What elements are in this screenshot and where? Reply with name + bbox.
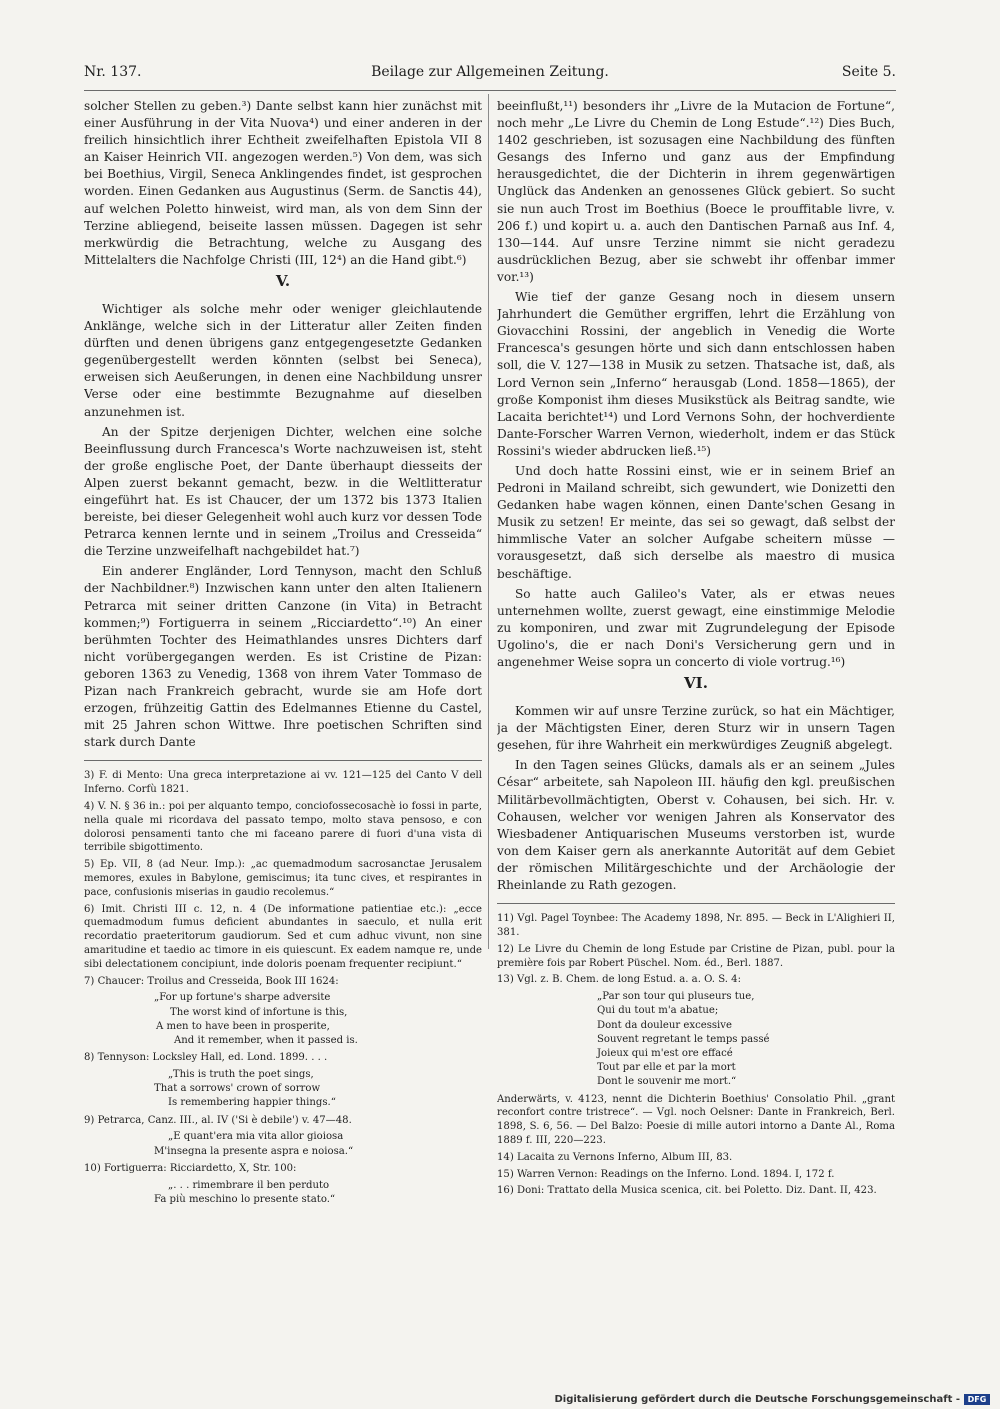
- footnote: 16) Doni: Trattato della Musica scenica, cit. bei Poletto. Diz. Dant. II, 423.: [497, 1185, 877, 1197]
- verse-line: „For up fortune's sharpe adversite: [154, 992, 331, 1004]
- footnote: 13) Vgl. z. B. Chem. de long Estud. a. a. O. S. 4:: [497, 974, 742, 986]
- section-heading: VI.: [684, 674, 708, 693]
- verse-line: Dont da douleur excessive: [597, 1019, 732, 1031]
- page-header: [84, 64, 896, 88]
- digitization-credit: [554, 1392, 990, 1406]
- footnote: 9) Petrarca, Canz. III., al. IV ('Si è debile') v. 47—48.: [84, 1114, 352, 1126]
- left-column: [84, 98, 482, 1388]
- verse-line: „This is truth the poet sings,: [168, 1068, 314, 1080]
- dfg-logo: DFG: [964, 1394, 990, 1405]
- footnote: 8) Tennyson: Locksley Hall, ed. Lond. 1899. . . .: [84, 1052, 328, 1064]
- credit-text: Digitalisierung gefördert durch die Deutsche Forschungsgemeinschaft -: [554, 1393, 960, 1405]
- verse-line: The worst kind of infortune is this,: [170, 1006, 348, 1018]
- verse-line: „. . . rimembrare il ben perduto: [168, 1179, 330, 1191]
- verse-quote: [84, 991, 482, 1048]
- verse-line: Qui du tout m'a abatue;: [597, 1005, 719, 1017]
- footnote: 4) V. N. § 36 in.: poi per alquanto tempo, conciofossecosachè io fossi in parte, nella quale mi ricordava del passato tempo, molto stava pensoso, e con dolorosi pensamenti tanto che mi faceano parere di fuori d'una vista di terribile sbigottimento.: [84, 800, 482, 854]
- verse-line: „Par son tour qui pluseurs tue,: [597, 991, 755, 1003]
- verse-line: „E quant'era mia vita allor gioiosa: [168, 1131, 344, 1143]
- verse-line: Dont le souvenir me mort.“: [597, 1076, 737, 1088]
- footnote: 10) Fortiguerra: Ricciardetto, X, Str. 100:: [84, 1162, 297, 1174]
- footnote: 11) Vgl. Pagel Toynbee: The Academy 1898, Nr. 895. — Beck in L'Alighieri II, 381.: [497, 913, 895, 938]
- paragraph: Ein anderer Engländer, Lord Tennyson, macht den Schluß der Nachbildner.⁸) Inzwischen kann unter den alten Italienern Petrarca mit seiner dritten Canzone (in Vita) in Betracht kommen;⁹) Fortiguerra in seinem „Ricciardetto“.¹⁰) An einer berühmten Tochter des Heimathlandes unsres Dichters darf nicht vorübergegangen werden. Es ist Cristine de Pizan: geboren 1363 zu Venedig, 1368 von ihrem Vater Tommaso de Pizan nach Frankreich gebracht, wurde sie am Hofe dort erzogen, frühzeitig Gattin des Edelmannes Etienne du Castel, mit 25 Jahren schon Wittwe. Ihre poetischen Schriften sind stark durch Dante: [84, 564, 482, 750]
- paragraph: An der Spitze derjenigen Dichter, welchen eine solche Beeinflussung durch Francesca's Worte nachzuweisen ist, steht der große englische Poet, der Dante überhaupt diesseits der Alpen zuerst bekannt gemacht, bezw. in die Weltlitteratur eingeführt hat. Es ist Chaucer, der um 1372 bis 1373 Italien bereiste, bei dieser Gelegenheit wohl auch kurz vor dessen Tode Petrarca kennen lernte und in seinem „Troilus and Cresseida“ die Terzine unzweifelhaft nachgebildet hat.⁷): [84, 424, 482, 559]
- footnote-separator: [84, 760, 482, 761]
- footnote-separator: [497, 903, 895, 904]
- paragraph: beeinflußt,¹¹) besonders ihr „Livre de la Mutacion de Fortune“, noch mehr „Le Livre du Chemin de Long Estude“.¹²) Dies Buch, 1402 geschrieben, ist sozusagen eine Nachbildung des fünften Gesangs des Inferno und ganz aus der Empfindung herausgedichtet, die der Dichterin in ihrem gegenwärtigen Unglück das Andenken an genossenes Glück gebiert. So sucht sie nun auch Trost im Boethius (Boece le prouffitable livre, v. 206 f.) und kopirt u. a. auch den Dantischen Parnaß aus Inf. 4, 130—144. Auf unsre Terzine nimmt sie nicht geradezu ausdrücklichen Bezug, aber sie schwebt ihr offenbar immer vor.¹³): [497, 99, 895, 284]
- header-rule: [84, 90, 896, 91]
- paragraph: Wichtiger als solche mehr oder weniger gleichlautende Anklänge, welche sich in der Litteratur aller Zeiten finden dürften und denen übrigens ganz entgegengesetzte Gedanken gegenübergestellt werden könnten (selbst bei Seneca), erweisen sich Aeußerungen, in denen eine Nachbildung unsrer Verse oder eine bestimmte Bezugnahme auf dieselben anzunehmen ist.: [84, 301, 482, 419]
- paragraph: solcher Stellen zu geben.³) Dante selbst kann hier zunächst mit einer Ausführung in der Vita Nuova⁴) und einer anderen in der freilich hinsichtlich ihrer Echtheit zweifelhaften Epistola VII 8 an Kaiser Heinrich VII. angezogen werden.⁵) Von dem, was sich bei Boethius, Virgil, Seneca Anklingendes findet, ist gesprochen worden. Einen Gedanken aus Augustinus (Serm. de Sanctis 44), auf welchen Poletto hinweist, wird man, als von dem Sinn der Terzine abliegend, beiseite lassen müssen. Dagegen ist sehr merkwürdig die Betrachtung, welche zu Ausgang des Mittelalters die Nachfolge Christi (III, 12⁴) an die Hand gibt.⁶): [84, 99, 482, 267]
- footnote: 15) Warren Vernon: Readings on the Inferno. Lond. 1894. I, 172 f.: [497, 1168, 835, 1180]
- verse-quote: [84, 1179, 482, 1207]
- column-divider: [488, 94, 489, 949]
- page-number: Seite 5.: [841, 64, 896, 80]
- paragraph: Kommen wir auf unsre Terzine zurück, so hat ein Mächtiger, ja der Mächtigsten Einer, deren Sturz wir in unsern Tagen gesehen, für ihre Wahrheit ein merkwürdiges Zeugniß abgelegt.: [497, 704, 895, 753]
- verse-quote: [84, 1130, 482, 1158]
- verse-line: M'insegna la presente aspra e noiosa.“: [154, 1145, 354, 1157]
- right-column: [497, 98, 895, 1298]
- verse-line: A men to have been in prosperite,: [156, 1020, 330, 1032]
- section-heading: V.: [275, 271, 291, 290]
- issue-number: Nr. 137.: [84, 64, 142, 80]
- footnote: 14) Lacaita zu Vernons Inferno, Album III, 83.: [497, 1151, 733, 1163]
- footnote: 3) F. di Mento: Una greca interpretazione ai vv. 121—125 del Canto V dell Inferno. Corfù 1821.: [84, 770, 482, 796]
- verse-quote: [84, 1068, 482, 1111]
- paragraph: Und doch hatte Rossini einst, wie er in seinem Brief an Pedroni in Mailand schreibt, sich gewundert, wie Donizetti den Gedanken habe wagen können, einen Dante'schen Gesang in Musik zu setzen! Er meinte, das sei so gewagt, daß selbst der himmlische Vater an solcher Aufgabe scheitern müsse — vorausgesetzt, daß sich derselbe als maestro di musica beschäftige.: [497, 463, 895, 581]
- verse-line: That a sorrows' crown of sorrow: [154, 1083, 321, 1095]
- paragraph: Wie tief der ganze Gesang noch in diesem unsern Jahrhundert die Gemüther ergriffen, lehrt die Erzählung von Giovacchini Rossini, der angeblich in Venedig die Worte Francesca's gesungen hörte und sich dann entschlossen haben soll, die V. 127—138 in Musik zu setzen. Thatsache ist, daß, als Lord Vernon sein „Inferno“ herausgab (Lond. 1858—1865), der große Komponist ihm dieses Musikstück als Beitrag sandte, wie Lacaita berichtet¹⁴) und Lord Vernons Sohn, der hochverdiente Dante-Forscher Warren Vernon, wiederholt, indem er das Stück Rossini's wieder abdrucken ließ.¹⁵): [497, 290, 895, 458]
- footnote: 5) Ep. VII, 8 (ad Neur. Imp.): „ac quemadmodum sacrosanctae Jerusalem memores, exules in Babylone, gemiscimus; ita tunc cives, et respirantes in pace, confusionis miserias in gaudio recolemus.“: [84, 859, 482, 898]
- verse-line: Tout par elle et par la mort: [597, 1062, 736, 1074]
- footnote: 12) Le Livre du Chemin de long Estude par Cristine de Pizan, publ. pour la première fois par Robert Püschel. Nom. éd., Berl. 1887.: [497, 943, 895, 969]
- footnote: 7) Chaucer: Troilus and Cresseida, Book III 1624:: [84, 975, 339, 987]
- verse-line: Joieux qui m'est ore effacé: [597, 1047, 733, 1059]
- footnote: Anderwärts, v. 4123, nennt die Dichterin Boethius' Consolatio Phil. „grant reconfort contre tristrece“. — Vgl. noch Oelsner: Dante in Frankreich, Berl. 1898, S. 6, 56. — Del Balzo: Poesie di mille autori intorno a Dante Al., Roma 1889 f. III, 220—223.: [497, 1093, 895, 1146]
- footnote: 6) Imit. Christi III c. 12, n. 4 (De informatione patientiae etc.): „ecce quemadmodum fumus deficient abundantes in saeculo, et nulla erit recordatio praeteritorum gaudiorum. Sed et cum adhuc vivunt, non sine amaritudine et taedio ac timore in eis quiescunt. Ex eadem namque re, unde sibi delectationem concipiunt, inde doloris poenam frequenter recipiunt.“: [84, 903, 482, 970]
- publication-title: Beilage zur Allgemeinen Zeitung.: [371, 64, 609, 80]
- paragraph: In den Tagen seines Glücks, damals als er an seinem „Jules César“ arbeitete, sah Napoleon III. häufig den kgl. preußischen Militärbevollmächtigten, Oberst v. Cohausen, bei sich. Hr. v. Cohausen, welcher vor wenigen Jahren als Konservator des Wiesbadener Antiquarischen Museums verstorben ist, wurde von dem Kaiser gern als anerkannte Autorität auf dem Gebiet der römischen Militärgeschichte und der Archäologie der Rheinlande zu Rath gezogen.: [497, 758, 895, 893]
- verse-quote: [497, 990, 895, 1089]
- verse-line: Fa più meschino lo presente stato.“: [154, 1193, 336, 1205]
- verse-line: Is remembering happier things.“: [168, 1097, 336, 1109]
- paragraph: So hatte auch Galileo's Vater, als er etwas neues unternehmen wollte, zuerst gewagt, eine einstimmige Melodie zu komponiren, und zwar mit Zugrundelegung der Episode Ugolino's, die er nach Doni's Versicherung gern und in angenehmer Weise sopra un concerto di viole vortrug.¹⁶): [497, 586, 895, 669]
- verse-line: And it remember, when it passed is.: [174, 1034, 358, 1046]
- verse-line: Souvent regretant le temps passé: [597, 1033, 770, 1045]
